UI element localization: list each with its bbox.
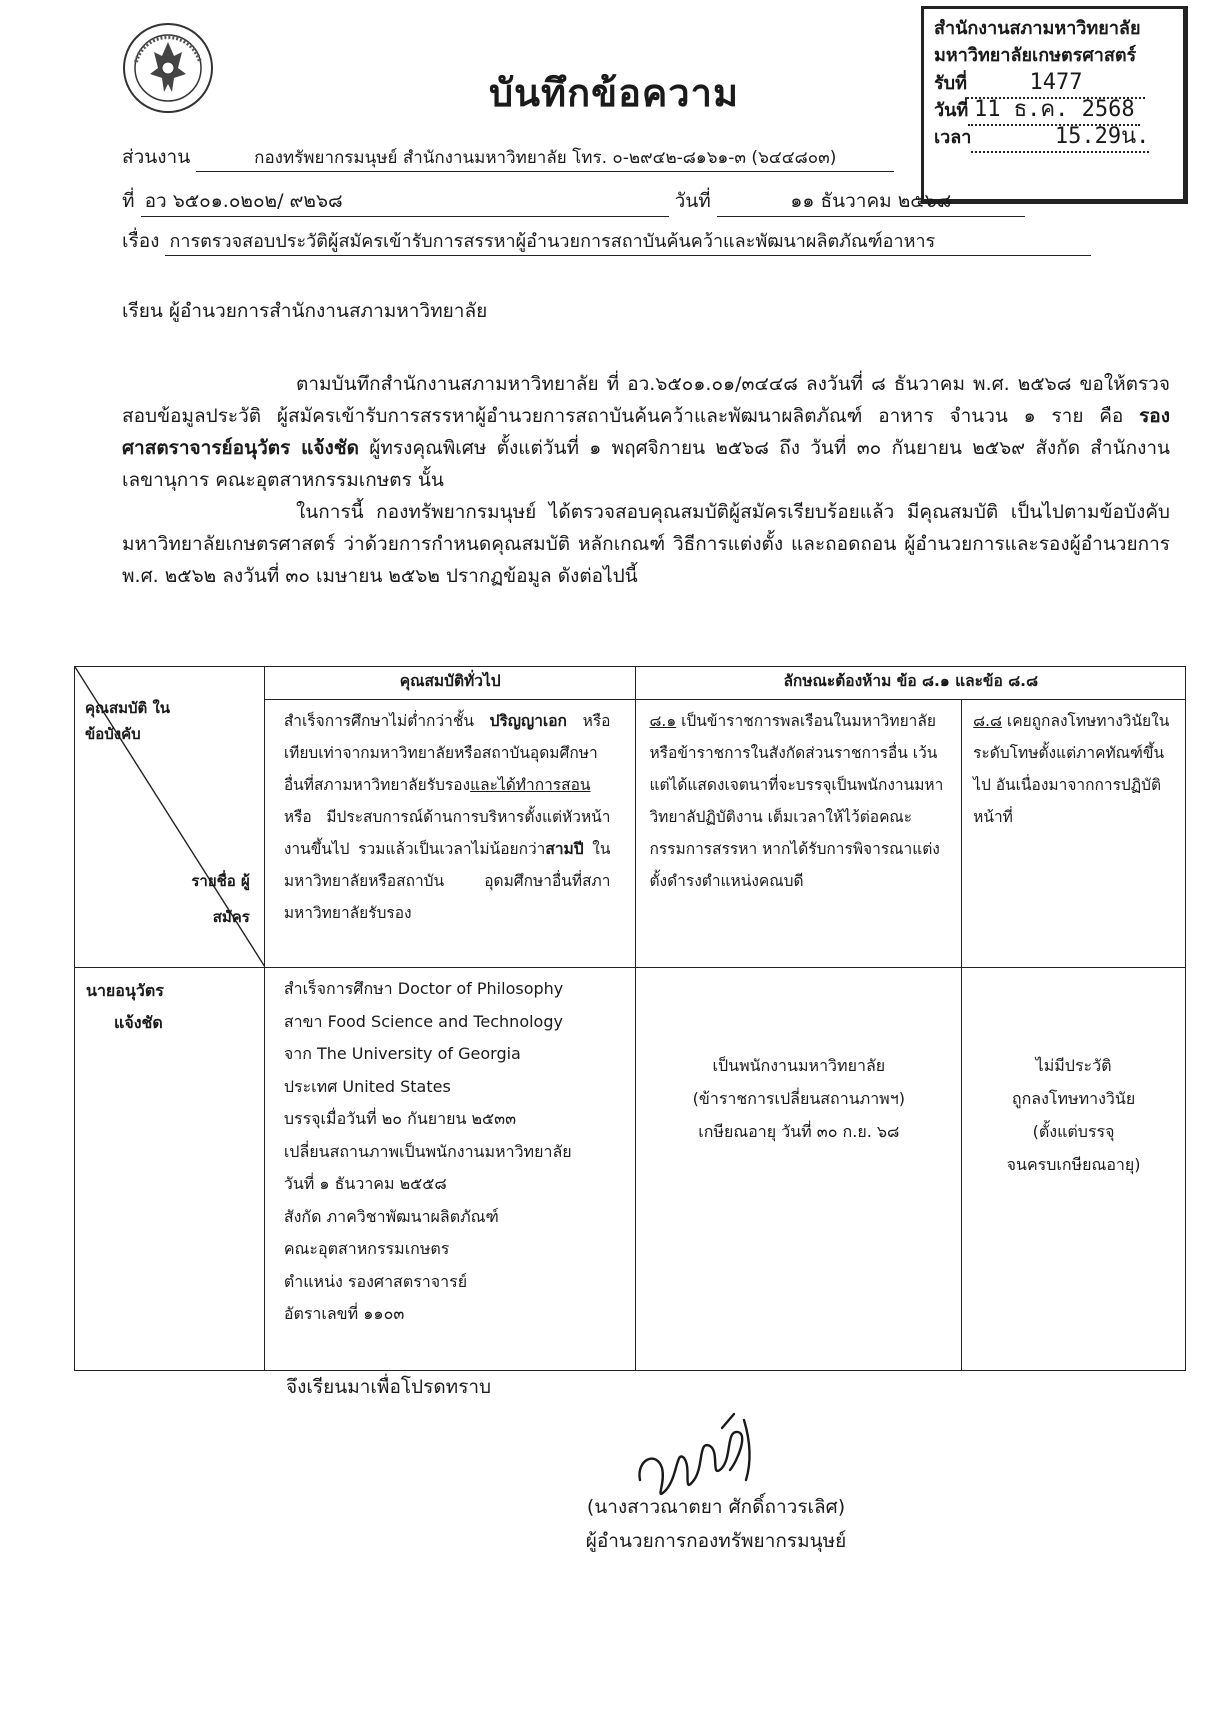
edu-line: วันที่ ๑ ธันวาคม ๒๕๕๘ xyxy=(283,1174,447,1193)
salutation xyxy=(122,296,487,326)
dept-value: กองทรัพยากรมนุษย์ สำนักงานมหาวิทยาลัย โทร. ๐-๒๙๔๒-๘๑๖๑-๓ (๖๔๔๘๐๓) xyxy=(196,144,894,172)
edu-line: ประเทศ United States xyxy=(283,1076,451,1096)
edu-line: เปลี่ยนสถานภาพเป็นพนักงานมหาวิทยาลัย xyxy=(283,1141,572,1161)
candidate-name-cell xyxy=(75,968,265,1371)
subject-value: การตรวจสอบประวัติผู้สมัครเข้ารับการสรรหาผู้อำนวยการสถาบันค้นคว้าและพัฒนาผลิตภัณฑ์อาหาร xyxy=(165,226,1091,256)
dept-label: ส่วนงาน xyxy=(122,146,191,168)
stamp-time-row xyxy=(934,123,1173,150)
diag-top-label: คุณสมบัติ ในข้อบังคับ xyxy=(85,699,171,743)
signer-name: (นางสาวณาตยา ศักดิ์ถาวรเลิศ) xyxy=(586,1496,846,1518)
candidate-status-cell xyxy=(636,968,962,1371)
stamp-receive-row xyxy=(934,69,1173,96)
edu-line: อัตราเลขที่ ๑๑๐๓ xyxy=(283,1304,405,1323)
body-paragraph-1: ตามบันทึกสำนักงานสภามหาวิทยาลัย ที่ อว.๖๕๐๑.๐๑/๓๔๔๘ ลงวันที่ ๘ ธันวาคม พ.ศ. ๒๕๖๘ ขอให้ตรวจสอบข้อมูลประวัติ ผู้สมัครเข้ารับการสรรหาผู้อำนวยการสถาบันค้นคว้าและพัฒนาผลิตภัณฑ์ อาหาร จำนวน ๑ ราย คือ รองศาสตราจารย์อนุวัตร แจ้งชัด ผู้ทรงคุณพิเศษ ตั้งแต่วันที่ ๑ พฤศจิกายน ๒๕๖๘ ถึง วันที่ ๓๐ กันยายน ๒๕๖๙ สังกัด สำนักงานเลขานุการ คณะอุตสาหกรรมเกษตร นั้น xyxy=(122,373,1171,491)
diagonal-header-cell xyxy=(75,667,265,968)
signer-block xyxy=(566,1490,866,1558)
col-header-general: คุณสมบัติทั่วไป xyxy=(264,667,636,700)
edu-line: สาขา Food Science and Technology xyxy=(283,1011,563,1031)
discipline-line: จนครบเกษียณอายุ) xyxy=(1006,1155,1141,1174)
date-label: วันที่ xyxy=(674,190,711,212)
diag-bottom-label: รายชื่อ ผู้สมัคร xyxy=(191,872,250,926)
edu-line: บรรจุเมื่อวันที่ ๒๐ กันยายน ๒๕๓๓ xyxy=(283,1109,517,1128)
stamp-date-value: 11 ธ.ค. 2568 xyxy=(973,97,1135,122)
salutation-value: ผู้อำนวยการสำนักงานสภามหาวิทยาลัย xyxy=(168,300,488,322)
candidate-discipline-cell xyxy=(962,968,1186,1371)
candidate-name-bold: รองศาสตราจารย์อนุวัตร แจ้งชัด xyxy=(122,405,1170,459)
candidate-last-name: แจ้งชัด xyxy=(114,1013,163,1032)
stamp-office: สำนักงานสภามหาวิทยาลัย xyxy=(934,18,1141,39)
col-header-prohibit: ลักษณะต้องห้าม ข้อ ๘.๑ และข้อ ๘.๘ xyxy=(636,667,1186,700)
stamp-time-value: 15.29น. xyxy=(1054,124,1150,149)
status-line: เป็นพนักงานมหาวิทยาลัย xyxy=(712,1056,886,1075)
ref-value: อว ๖๕๐๑.๐๒๐๒/ ๙๒๖๘ xyxy=(141,186,669,217)
date-value: ๑๑ ธันวาคม ๒๕๖๘ xyxy=(717,186,1025,217)
header-subject-row xyxy=(122,226,1091,256)
edu-line: คณะอุตสาหกรรมเกษตร xyxy=(283,1239,450,1258)
prohibition-8-1-cell: ๘.๑ เป็นข้าราชการพลเรือนในมหาวิทยาลัยหรือข้าราชการในสังกัดส่วนราชการอื่น เว้นแต่ได้แสดงเจตนาที่จะบรรจุเป็นพนักงานมหาวิทยาลัปฏิบัติงาน เต็มเวลาให้ไว้ต่อคณะกรรมการสรรหา หากได้รับการพิจารณาแต่งตั้งดำรงตำแหน่งคณบดี xyxy=(636,700,962,968)
salutation-label: เรียน xyxy=(122,300,163,322)
prohibition-8-8-cell: ๘.๘ เคยถูกลงโทษทางวินัยในระดับโทษตั้งแต่ภาคทัณฑ์ขึ้นไป อันเนื่องมาจากการปฏิบัติหน้าที่ xyxy=(962,700,1186,968)
memo-title: บันทึกข้อความ xyxy=(488,71,740,115)
header-dept-row xyxy=(122,142,894,172)
receipt-stamp xyxy=(921,6,1188,204)
stamp-date-row xyxy=(934,96,1173,123)
candidate-first-name: นายอนุวัตร xyxy=(86,981,164,1000)
discipline-line: ถูกลงโทษทางวินัย xyxy=(1011,1089,1136,1108)
signer-position: ผู้อำนวยการกองทรัพยากรมนุษย์ xyxy=(585,1530,847,1552)
edu-line: จาก The University of Georgia xyxy=(283,1044,521,1063)
stamp-receive-number: 1477 xyxy=(1029,70,1083,95)
header-ref-row xyxy=(122,186,1025,217)
general-qualification-cell: สำเร็จการศึกษาไม่ต่ำกว่าชั้น ปริญญาเอก หรือเทียบเท่าจากมหาวิทยาลัยหรือสถาบันอุดมศึกษาอื่นที่สภามหาวิทยาลัยรับรองและได้ทำการสอน หรือ มีประสบการณ์ด้านการบริหารตั้งแต่หัวหน้างานขึ้นไป รวมแล้วเป็นเวลาไม่น้อยกว่าสามปี ในมหาวิทยาลัยหรือสถาบัน อุดมศึกษาอื่นที่สภามหาวิทยาลัยรับรอง xyxy=(264,700,636,968)
body-paragraph-2: ในการนี้ กองทรัพยากรมนุษย์ ได้ตรวจสอบคุณสมบัติผู้สมัครเรียบร้อยแล้ว มีคุณสมบัติ เป็นไปตามข้อบังคับมหาวิทยาลัยเกษตรศาสตร์ ว่าด้วยการกำหนดคุณสมบัติ หลักเกณฑ์ วิธีการแต่งตั้ง และถอดถอน ผู้อำนวยการและรองผู้อำนวยการ พ.ศ. ๒๕๖๒ ลงวันที่ ๓๐ เมษายน ๒๕๖๒ ปรากฏข้อมูล ดังต่อไปนี้ xyxy=(122,501,1170,587)
closing-text: จึงเรียนมาเพื่อโปรดทราบ xyxy=(286,1376,492,1398)
discipline-line: ไม่มีประวัติ xyxy=(1035,1056,1112,1075)
ref-label: ที่ xyxy=(122,190,135,212)
qualification-table xyxy=(74,666,1186,1371)
subject-label: เรื่อง xyxy=(122,230,160,252)
memo-body xyxy=(122,368,1170,592)
edu-line: ตำแหน่ง รองศาสตราจารย์ xyxy=(283,1271,468,1291)
status-line: (ข้าราชการเปลี่ยนสถานภาพฯ) xyxy=(692,1089,905,1108)
stamp-date-label: วันที่ xyxy=(934,100,969,121)
status-line: เกษียณอายุ วันที่ ๓๐ ก.ย. ๖๘ xyxy=(698,1122,900,1141)
stamp-time-label: เวลา xyxy=(934,127,972,148)
edu-line: สำเร็จการศึกษา Doctor of Philosophy xyxy=(283,979,564,998)
edu-line: สังกัด ภาควิชาพัฒนาผลิตภัณฑ์ xyxy=(283,1206,499,1226)
candidate-education-cell xyxy=(264,968,636,1371)
discipline-line: (ตั้งแต่บรรจุ xyxy=(1032,1122,1115,1141)
stamp-receive-label: รับที่ xyxy=(934,73,967,94)
stamp-university: มหาวิทยาลัยเกษตรศาสตร์ xyxy=(934,45,1137,66)
